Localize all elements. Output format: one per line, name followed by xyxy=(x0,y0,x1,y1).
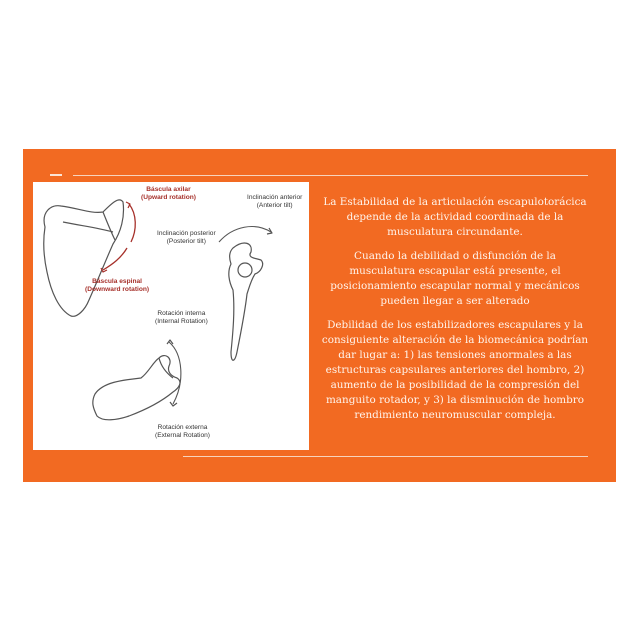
top-rule xyxy=(73,175,588,176)
slide xyxy=(23,149,616,482)
downward-rotation-label: Báscula espinal (Downward rotation) xyxy=(85,278,150,293)
paragraph-2: Cuando la debilidad o disfunción de la musculatura escapular está presente, el posicionamiento escapular normal y mecánicos pueden llegar a ser alterado xyxy=(330,250,580,307)
scapula-lateral-icon xyxy=(229,243,263,360)
paragraph-1: La Estabilidad de la articulación escapulotorácica depende de la actividad coordinada de la musculatura circundante. xyxy=(323,196,587,238)
internal-rotation-label: Rotación interna (Internal Rotation) xyxy=(155,310,208,325)
scapula-posterior-icon xyxy=(44,200,124,316)
title-dash xyxy=(50,174,62,176)
paragraph-3: Debilidad de los estabilizadores escapulares y la consiguiente alteración de la biomecánica podrían dar lugar a: 1) las tensiones anormales a las estructuras capsulares anteriores del hombro, 2) aumento de la posibilidad de la compresión del manguito rotador, y 3) la disminución de hombro rendimiento neuromuscular compleja. xyxy=(321,319,589,421)
tilt-arrow-icon xyxy=(219,227,271,242)
body-text xyxy=(321,195,589,432)
bottom-rule xyxy=(183,456,588,457)
scapula-axial-icon xyxy=(93,356,180,420)
scapula-movement-figure xyxy=(33,182,309,450)
anterior-tilt-label: Inclinación anterior (Anterior tilt) xyxy=(247,194,303,209)
external-rotation-label: Rotación externa (External Rotation) xyxy=(155,424,210,439)
posterior-tilt-label: Inclinación posterior (Posterior tilt) xyxy=(157,230,216,245)
upward-rotation-label: Báscula axilar (Upward rotation) xyxy=(141,186,196,201)
upward-rotation-arrow-icon xyxy=(129,204,135,242)
rotation-arrow-icon xyxy=(169,342,181,404)
